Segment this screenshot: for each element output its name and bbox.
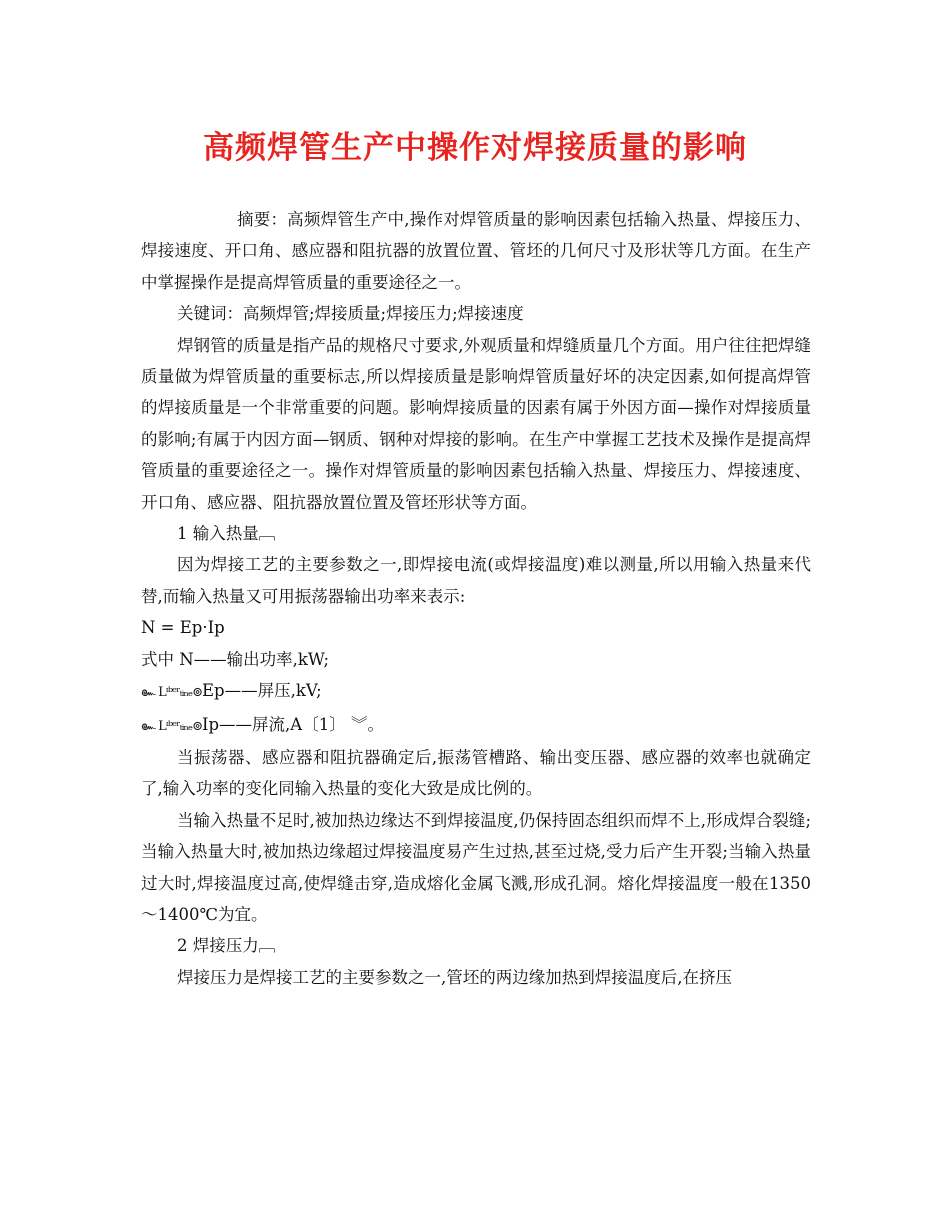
glyph-suffix: ︾。	[345, 714, 384, 734]
heat-effect-paragraph: 当输入热量不足时,被加热边缘达不到焊接温度,仍保持固态组织而焊不上,形成焊合裂缝;当输入热量大时,被加热边缘超过焊接温度易产生过热,甚至过烧,受力后产生开裂;当输入热量过大时,焊接温度过高,使焊缝击穿,造成熔化金属飞溅,形成孔洞。熔化焊接温度一般在1350～1400℃为宜。	[141, 810, 811, 924]
formula-definition-ip-text: Ip——屏流,A〔1〕	[201, 714, 346, 734]
section-heading-1	[141, 518, 811, 549]
formula-definition-n: 式中 N——输出功率,kW;	[141, 649, 330, 669]
power-formula: N = Ep·Ip	[141, 618, 225, 638]
section-heading-1-text: 1 输入热量	[177, 524, 259, 544]
glyph-prefix-icon: ๛ Lᶦᵇᵉʳₜᵢₙₑ⊚	[141, 685, 202, 701]
heat-input-paragraph: 因为焊接工艺的主要参数之一,即焊接电流(或焊接温度)难以测量,所以用输入热量来代替,而输入热量又可用振荡器输出功率来表示:	[141, 555, 811, 606]
formula-definition-ep-text: Ep——屏压,kV;	[201, 681, 322, 701]
oscillator-paragraph: 当振荡器、感应器和阻抗器确定后,振荡管槽路、输出变压器、感应器的效率也就确定了,输入功率的变化同输入热量的变化大致是成比例的。	[141, 747, 811, 799]
pressure-paragraph: 焊接压力是焊接工艺的主要参数之一,管坯的两边缘加热到焊接温度后,在挤压	[177, 967, 732, 987]
document-body	[141, 204, 811, 993]
intro-paragraph: 焊钢管的质量是指产品的规格尺寸要求,外观质量和焊缝质量几个方面。用户往往把焊缝质量做为焊管质量的重要标志,所以焊接质量是影响焊管质量好坏的决定因素,如何提高焊管的焊接质量是一个非常重要的问题。影响焊接质量的因素有属于外因方面—操作对焊接质量的影响;有属于内因方面—钢质、钢种对焊接的影响。在生产中掌握工艺技术及操作是提高焊管质量的重要途径之一。操作对焊管质量的影响因素包括输入热量、焊接压力、焊接速度、开口角、感应器、阻抗器放置位置及管坯形状等方面。	[141, 335, 811, 512]
formula-definition-ip	[141, 709, 811, 742]
section-heading-2-text: 2 焊接压力	[177, 936, 259, 956]
abstract-paragraph: 摘要：高频焊管生产中,操作对焊管质量的影响因素包括输入热量、焊接压力、焊接速度、开口角、感应器和阻抗器的放置位置、管坯的几何尺寸及形状等几方面。在生产中掌握操作是提高焊管质量的重要途径之一。	[141, 210, 811, 292]
heading-mark-icon: ﹇	[258, 936, 276, 956]
keywords-paragraph: 关键词：高频焊管;焊接质量;焊接压力;焊接速度	[177, 304, 524, 324]
formula-definition-ep	[141, 675, 811, 708]
glyph-prefix-icon: ๛ Lᶦᵇᵉʳₜᵢₙₑ⊚	[141, 718, 202, 734]
section-heading-2	[141, 930, 811, 961]
page-title: 高频焊管生产中操作对焊接质量的影响	[203, 130, 747, 166]
heading-mark-icon: ﹇	[258, 524, 276, 544]
